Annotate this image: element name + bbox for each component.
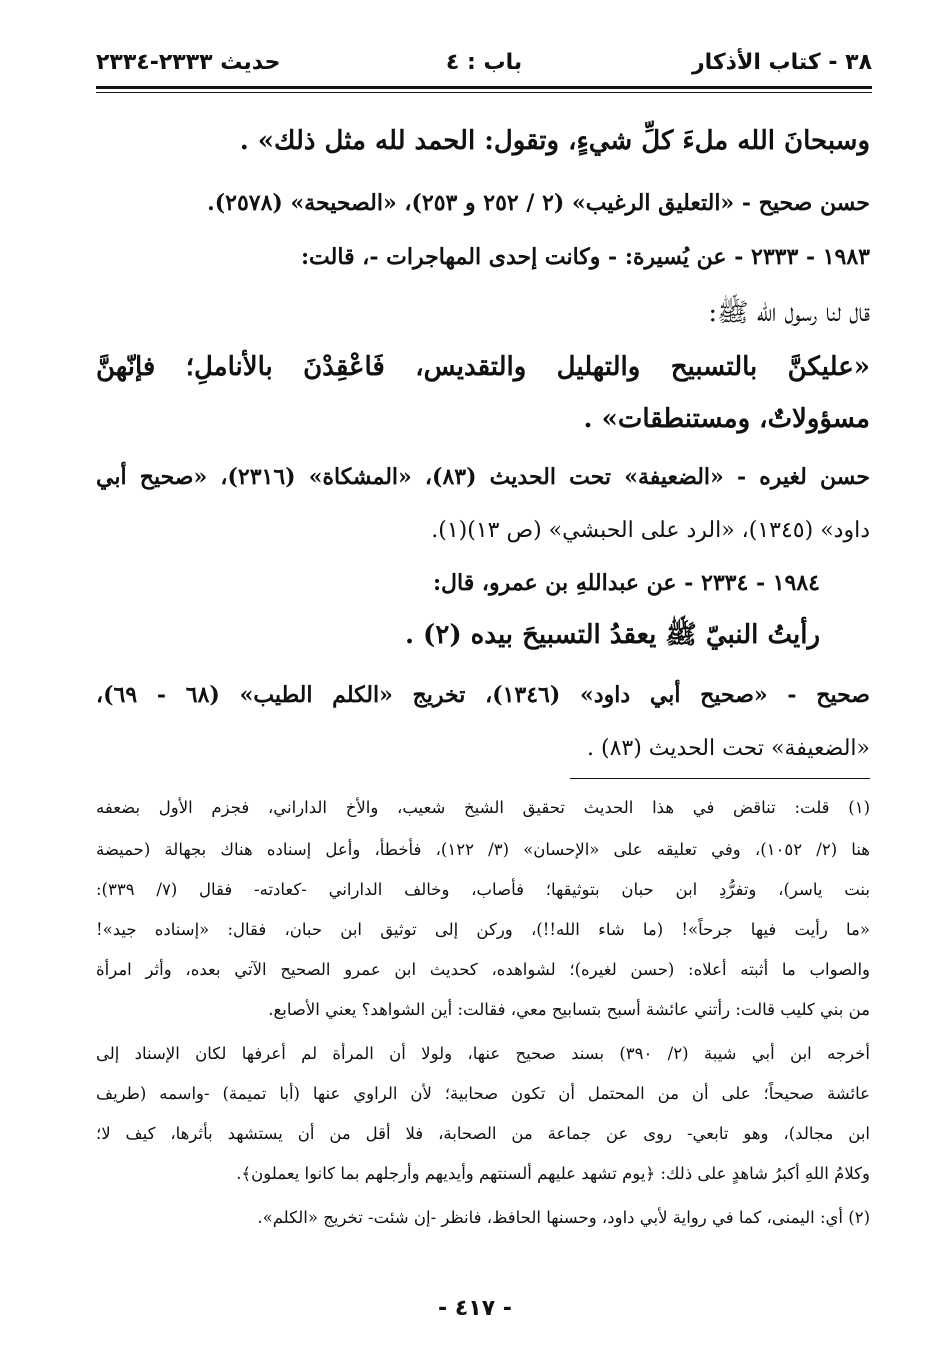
footnote-line: والصواب ما أثبته أعلاه: (حسن لغيره)؛ لشواهده، كحديث ابن عمرو الصحيح الآتي بعده، وأثر امرأة: [96, 960, 870, 979]
header-rule-thin: [96, 92, 872, 93]
grading-line: حسن صحيح - «التعليق الرغيب» (٢ / ٢٥٢ و ٢٥٣)، «الصحيحة» (٢٥٧٨).: [207, 190, 870, 216]
grading-line: حسن لغيره - «الضعيفة» تحت الحديث (٨٣)، «المشكاة» (٢٣١٦)، «صحيح أبي: [96, 464, 871, 490]
chapter-title: ٣٨ - كتاب الأذكار: [691, 50, 872, 75]
footnote-line: «ما رأيت فيها جرحاً»! (ما شاء الله!!)، وركن إلى توثيق ابن حبان، فقال: «إسناده جيد»!: [96, 920, 870, 939]
running-header: [96, 42, 872, 82]
footnote-separator: [570, 778, 870, 779]
hadith-range: حديث ٢٣٣٣-٢٣٣٤: [96, 50, 281, 75]
text-line: قال لنا رسول الله ﷺ:: [708, 298, 870, 328]
footnote-line: (٢) أي: اليمنى، كما في رواية لأبي داود، وحسنها الحافظ، فانظر -إن شئت- تخريج «الكلم».: [257, 1208, 870, 1227]
page-number: - ٤١٧ -: [438, 1296, 512, 1321]
text-line: وسبحانَ الله ملءَ كلِّ شيءٍ، وتقول: الحمد لله مثل ذلك» .: [239, 126, 870, 156]
footnote-line: من بني كليب قالت: رأتني عائشة أسبح بتسابيح معي، فقالت: أين الشواهد؟ يعني الأصابع.: [268, 1000, 870, 1019]
section-label: باب : ٤: [445, 50, 523, 75]
footnote-line: وكلامُ اللهِ أكبرُ شاهدٍ على ذلك: ﴿يوم تشهد عليهم ألسنتهم وأيديهم وأرجلهم بما كانوا يعملون﴾.: [236, 1164, 870, 1183]
grading-line: صحيح - «صحيح أبي داود» (١٣٤٦)، تخريج «الكلم الطيب» (٦٨ - ٦٩)،: [96, 682, 870, 708]
footnote-line: (١) قلت: تناقض في هذا الحديث تحقيق الشيخ شعيب، والأخ الداراني، فجزم الأول بضعفه: [96, 798, 870, 817]
hadith-heading: ١٩٨٤ - ٢٣٣٤ - عن عبداللهِ بن عمرو، قال:: [432, 570, 820, 596]
footnote-line: أخرجه ابن أبي شيبة (٢/ ٣٩٠) بسند صحيح عنها، ولولا أن المرأة لم أعرفها لكان الإسناد إلى: [96, 1044, 870, 1063]
grading-line: داود» (١٣٤٥)، «الرد على الحبشي» (ص ١٣)(١).: [431, 518, 870, 543]
hadith-text: «عليكنَّ بالتسبيح والتهليل والتقديس، فَاعْقِدْنَ بالأناملِ؛ فإنّهنَّ: [96, 352, 870, 382]
footnote-line: بنت ياسر)، وتفرُّدِ ابن حبان بتوثيقها؛ فأصاب، وخالف الداراني -كعادته- فقال (٧/ ٣٣٩):: [96, 880, 871, 899]
hadith-heading: ١٩٨٣ - ٢٣٣٣ - عن يُسيرة: - وكانت إحدى المهاجرات -، قالت:: [300, 244, 870, 270]
footnote-line: ابن مجالد)، وهو تابعي- روى عن جماعة من الصحابة، فلا أقل من أن يستشهد بأثرها، كيف لا؛: [96, 1124, 870, 1143]
footnote-line: هنا (٢/ ١٠٥٢)، وفي تعليقه على «الإحسان» (٣/ ١٢٢)، فأخطأ، وأعل إسناده هناك بجهالة (حميضة: [96, 840, 871, 859]
hadith-text: رأيتُ النبيّ ﷺ يعقدُ التسبيحَ بيده (٢) .: [404, 620, 820, 650]
hadith-text: مسؤولاتٌ، ومستنطقات» .: [583, 404, 870, 434]
header-rule-thick: [96, 86, 872, 89]
footnote-line: عائشة صحيحاً؛ على أن من المحتمل أن تكون صحابية؛ لأن الراوي عنها (أبا تميمة) -واسمه (طريف: [96, 1084, 870, 1103]
grading-line: «الضعيفة» تحت الحديث (٨٣) .: [587, 736, 870, 761]
